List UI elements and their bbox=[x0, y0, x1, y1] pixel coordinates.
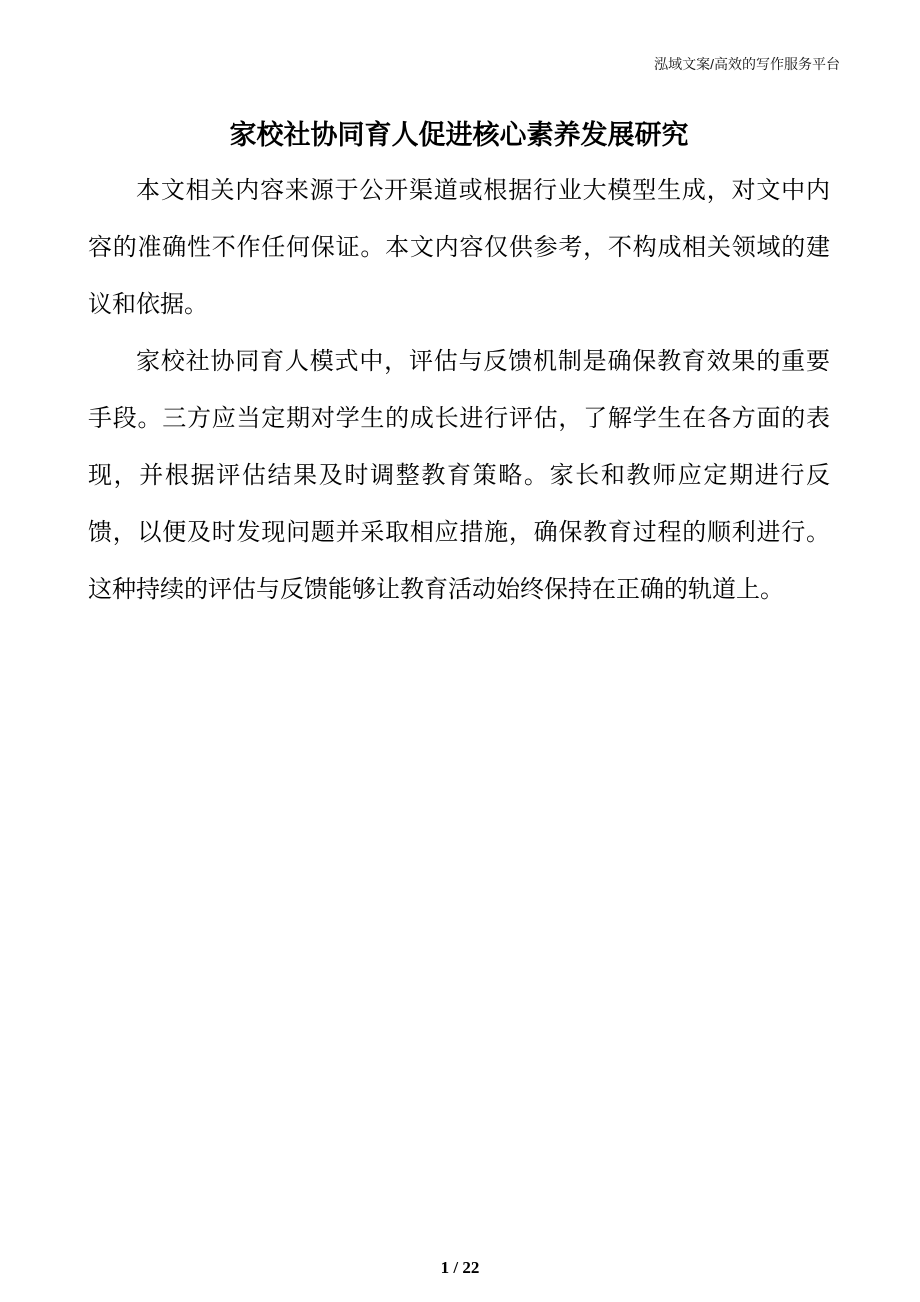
disclaimer-paragraph: 本文相关内容来源于公开渠道或根据行业大模型生成，对文中内容的准确性不作任何保证。本文内容仅供参考，不构成相关领域的建议和依据。 bbox=[88, 178, 830, 318]
page-number: 1 / 22 bbox=[440, 1258, 480, 1277]
content-paragraph: 家校社协同育人模式中，评估与反馈机制是确保教育效果的重要手段。三方应当定期对学生的成长进行评估，了解学生在各方面的表现，并根据评估结果及时调整教育策略。家长和教师应定期进行反馈，以便及时发现问题并采取相应措施，确保教育过程的顺利进行。这种持续的评估与反馈能够让教育活动始终保持在正确的轨道上。 bbox=[88, 349, 830, 603]
document-body bbox=[88, 163, 830, 619]
document-title: 家校社协同育人促进核心素养发展研究 bbox=[229, 120, 689, 150]
brand-header: 泓域文案/高效的写作服务平台 bbox=[654, 56, 840, 72]
